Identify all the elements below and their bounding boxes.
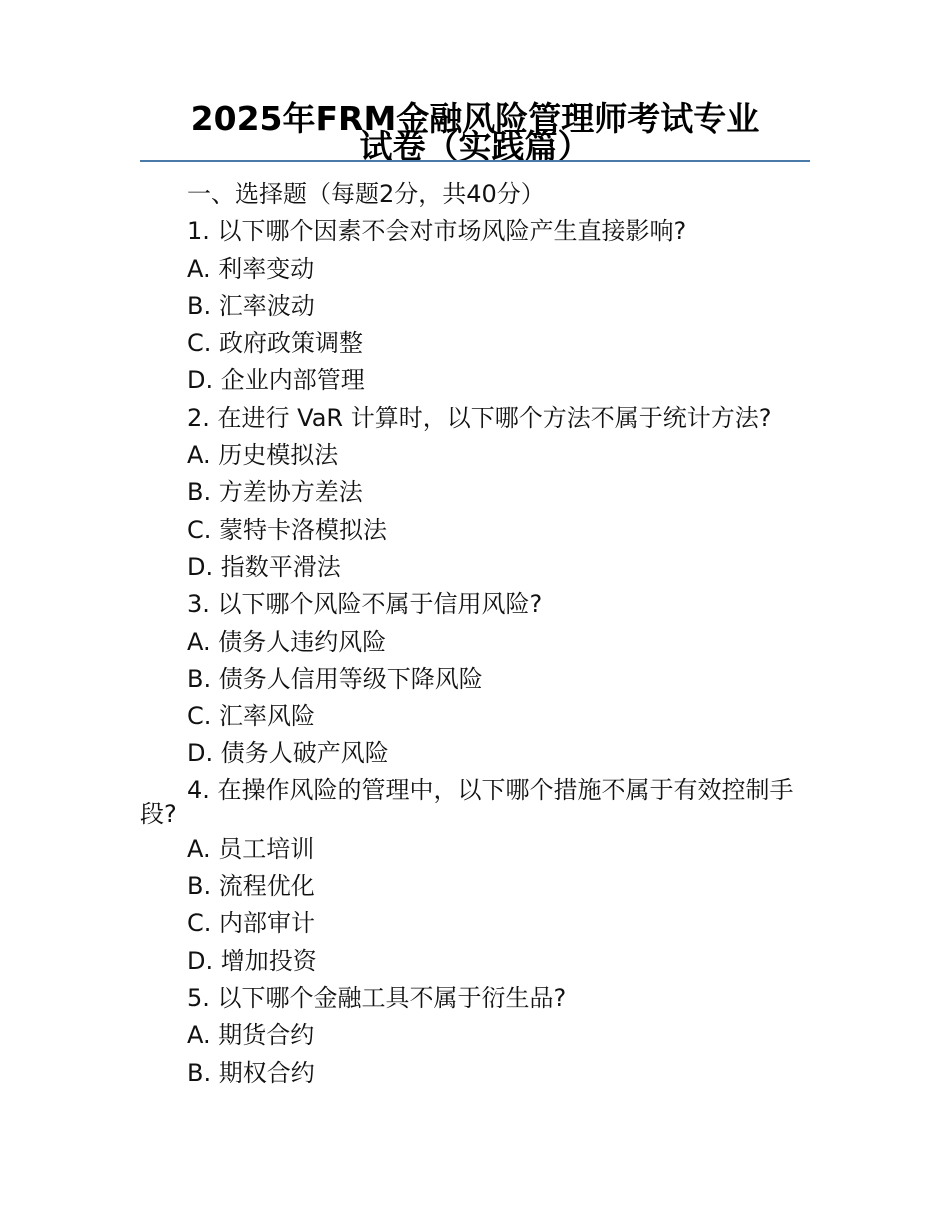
question-stem-5: 5. 以下哪个金融工具不属于衍生品? bbox=[187, 983, 567, 1012]
question-stem-2: 2. 在进行 VaR 计算时，以下哪个方法不属于统计方法? bbox=[187, 403, 772, 432]
option-3d: D. 债务人破产风险 bbox=[187, 739, 389, 768]
option-4a: A. 员工培训 bbox=[187, 834, 315, 863]
option-2c: C. 蒙特卡洛模拟法 bbox=[187, 515, 388, 544]
title-line-1: 2025年FRM金融风险管理师考试专业 bbox=[190, 99, 760, 138]
option-2d: D. 指数平滑法 bbox=[187, 552, 341, 581]
section-heading: 一、选择题（每题2分，共40分） bbox=[187, 180, 545, 208]
option-1d: D. 企业内部管理 bbox=[187, 366, 365, 395]
option-3a: A. 债务人违约风险 bbox=[187, 627, 387, 656]
option-4b: B. 流程优化 bbox=[187, 872, 315, 901]
option-4d: D. 增加投资 bbox=[187, 946, 317, 975]
option-5a: A. 期货合约 bbox=[187, 1021, 315, 1050]
question-stem-3: 3. 以下哪个风险不属于信用风险? bbox=[187, 590, 543, 619]
title-divider bbox=[140, 160, 810, 162]
option-1b: B. 汇率波动 bbox=[187, 291, 315, 320]
option-5b: B. 期权合约 bbox=[187, 1058, 315, 1087]
option-1a: A. 利率变动 bbox=[187, 254, 315, 283]
option-3b: B. 债务人信用等级下降风险 bbox=[187, 664, 483, 693]
option-3c: C. 汇率风险 bbox=[187, 702, 316, 731]
document-title bbox=[140, 99, 810, 166]
option-4c: C. 内部审计 bbox=[187, 909, 316, 938]
option-1c: C. 政府政策调整 bbox=[187, 329, 364, 358]
option-2b: B. 方差协方差法 bbox=[187, 478, 363, 507]
document-body bbox=[140, 176, 820, 1092]
option-2a: A. 历史模拟法 bbox=[187, 441, 339, 470]
question-stem-4: 4. 在操作风险的管理中，以下哪个措施不属于有效控制手段? bbox=[140, 775, 794, 828]
question-stem-1: 1. 以下哪个因素不会对市场风险产生直接影响? bbox=[187, 217, 687, 246]
title-line-2: 试卷（实践篇） bbox=[359, 127, 591, 166]
